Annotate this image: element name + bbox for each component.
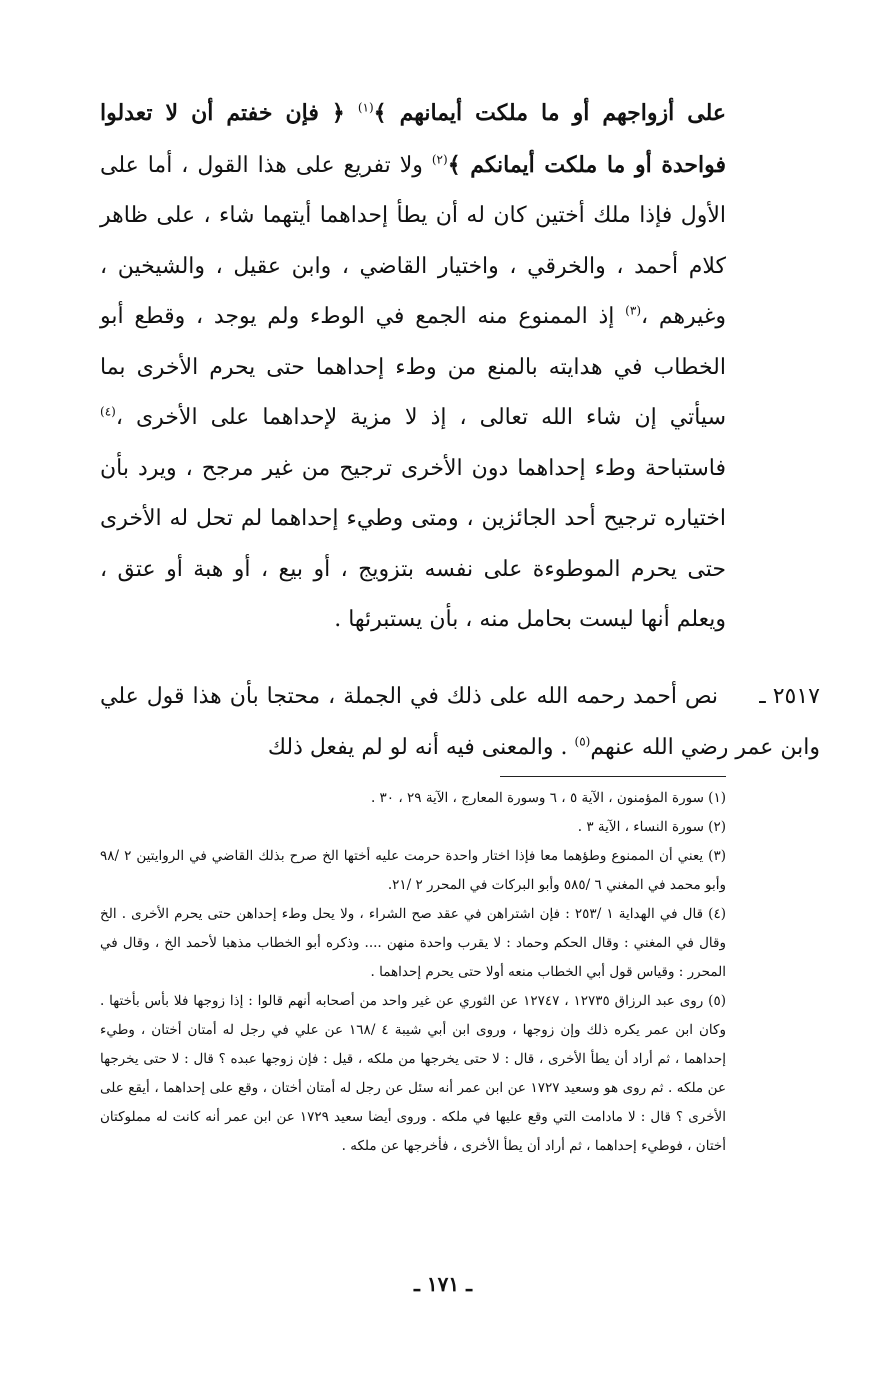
quran-verse-2: ﴿ فإن خفتم أن لا تعدلوا فواحدة أو ما ملكت أيمانكم ﴾ (100, 100, 727, 178)
footnote-ref-2: (٢) (431, 152, 448, 167)
numbered-paragraph-text (100, 672, 820, 773)
footnotes (100, 784, 726, 1161)
footnote-divider (500, 776, 726, 777)
footnote-1: (١) سورة المؤمنون ، الآية ٥ ، ٦ وسورة المعارج ، الآية ٢٩ ، ٣٠ . (370, 790, 726, 806)
footnote-ref-4: (٤) (100, 404, 116, 419)
footnote-3: (٣) يعني أن الممنوع وطؤهما معا فإذا اختار واحدة حرمت عليه أختها الخ صرح بذلك القاضي في الروايتين ٢ /٩٨ وأبو محمد في المغني ٦ /٥٨٥ وأبو البركات في المحرر ٢ /٢١. (100, 848, 726, 893)
main-text (100, 88, 726, 646)
text-segment-4: نص أحمد رحمه الله على ذلك في الجملة ، محتجا بأن هذا قول علي وابن عمر رضي الله عنهم (100, 684, 820, 760)
text-segment-3: فاستباحة وطء إحداهما دون الأخرى ترجيح من غير مرجح ، ويرد بأن اختياره ترجيح أحد الجائزين ، ومتى وطيء إحداهما لم تحل له الأخرى حتى يحرم الموطوءة على نفسه بتزويج ، أو بيع ، أو هبة أو عتق ، ويعلم أنها ليست بحامل منه ، بأن يستبرئها . (100, 455, 726, 632)
issue-number: ٢٥١٧ ـ (759, 684, 820, 709)
text-segment-1: ولا تفريع على هذا القول ، أما على الأول فإذا ملك أختين كان له أن يطأ إحداهما أيتهما شاء ، على ظاهر كلام أحمد ، والخرقي ، واختيار القاضي ، وابن عقيل ، والشيخين ، وغيرهم ، (100, 152, 727, 329)
text-segment-2: إذ الممنوع منه الجمع في الوطء ولم يوجد ، وقطع أبو الخطاب في هدايته بالمنع من وطء إحداهما حتى يحرم الأخرى بما سيأتي إن شاء الله تعالى ، إذ لا مزية لإحداهما على الأخرى ، (100, 304, 726, 430)
footnote-ref-5: (٥) (574, 734, 591, 749)
footnote-ref-1: (١) (357, 100, 374, 115)
footnote-5: (٥) روى عبد الرزاق ١٢٧٣٥ ، ١٢٧٤٧ عن الثوري عن غير واحد من أصحابه أنهم قالوا : إذا زوجها فلا بأس بأختها . وكان ابن عمر يكره ذلك وإن زوجها ، وروى ابن أبي شيبة ٤ /١٦٨ عن علي في رجل له أمتان أختان ، وطيء إحداهما ، ثم أراد أن يطأ الأخرى ، قال : لا حتى يخرجها من ملكه ، قيل : فإن زوجها عبده ؟ قال : لا حتى يخرجها عن ملكه . ثم روى هو وسعيد ١٧٢٧ عن ابن عمر أنه سئل عن رجل له أمتان أختان ، وقع على إحداهما ، أيقع على الأخرى ؟ قال : لا مادامت التي وقع عليها في ملكه . وروى أيضا سعيد ١٧٢٩ عن ابن عمر أنه كانت له مملوكتان أختان ، فوطيء إحداهما ، ثم أراد أن يطأ الأخرى ، فأخرجها عن ملكه . (100, 993, 727, 1154)
numbered-paragraph (100, 672, 820, 773)
main-paragraph (100, 88, 726, 646)
page-number: ـ ١٧١ ـ (414, 1272, 472, 1296)
text-segment-5: . والمعنى فيه أنه لو لم يفعل ذلك (267, 734, 575, 760)
footnote-ref-3: (٣) (625, 303, 641, 318)
quran-verse-1: على أزواجهم أو ما ملكت أيمانهم ﴾ (373, 100, 726, 126)
footnote-2: (٢) سورة النساء ، الآية ٣ . (577, 819, 726, 835)
footnote-4: (٤) قال في الهداية ١ /٢٥٣ : فإن اشتراهن في عقد صح الشراء ، ولا يحل وطء إحداهن حتى يحرم الأخرى . الخ وقال في المغني : وقال الحكم وحماد : لا يقرب واحدة منهن .... وذكره أبو الخطاب مذهبا لأحمد الخ ، وقال في المحرر : وقياس قول أبي الخطاب منعه أولا حتى يحرم إحداهما . (100, 906, 726, 980)
